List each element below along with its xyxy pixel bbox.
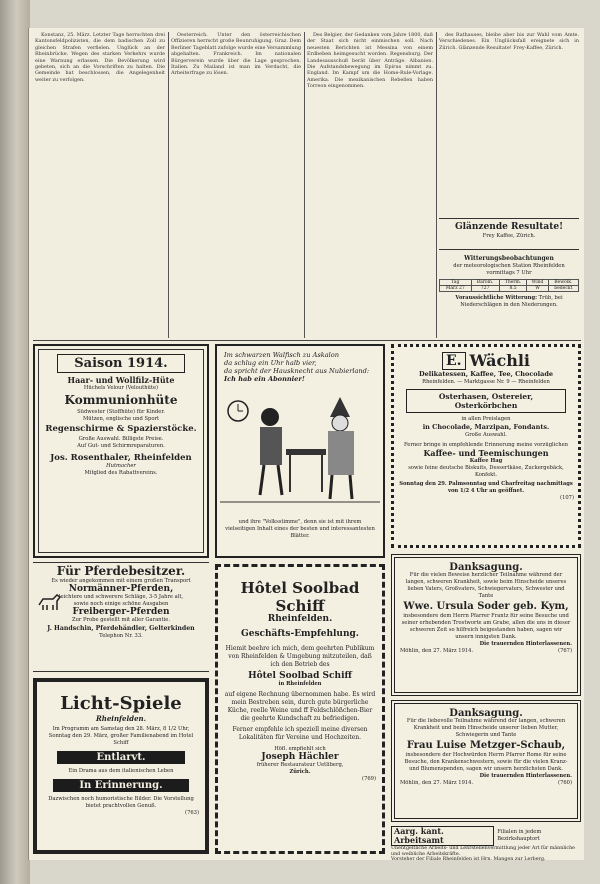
figure-right-head (332, 415, 348, 431)
saison-shop: Jos. Rosenthaler, Rheinfelden (50, 453, 192, 463)
ad-frame (38, 349, 204, 553)
arbeit-body: Unentgeltliche Arbeits- und Lehrstellenvermittlung jeder Art für männliche und weibliche Arbeitskräfte. (391, 846, 576, 857)
column-rule (168, 32, 169, 338)
article-column-3: Des Belgier, der Gedanken vom Jahre 1800, daß der Staat sich nicht einmischen soll. Nach neuesten Berichten ist Messina von einem Erdbeben heimgesucht worden. Regensburg. Der Landesausschuß berät über Anträge. Albanien. Die Aufstandsbewegung im Epirus nimmt zu. England. Im Kampf um die Home-Rule-Vorlage. Amerika. Die mexikanischen Rebellen haben Torreon eingenommen. (307, 32, 433, 90)
ad-arbeitsamt (391, 826, 581, 862)
pferde-line5: Freiberger-Pferden (72, 607, 170, 617)
wachli-line4: in allen Preislagen (461, 416, 511, 422)
weather-box (439, 254, 579, 338)
wachli-line1: Delikatessen, Kaffee, Tee, Chocolade (418, 370, 554, 378)
cartoon-line3: da spricht der Hausknecht aus Nubierland: (224, 367, 370, 375)
saison-trade: Hutmacher (106, 463, 136, 469)
soolbad-city: Zürich. (289, 769, 311, 775)
saison-line7: Große Auswahl. Billigste Preise. (78, 436, 164, 442)
dank1-body: Für die vielen Beweise herzlicher Teilnahme während der langen, schweren Krankheit, sowie beim Hinscheide unseres lieben Vaters, Großvaters, Schwiegervaters, Schwester und Tante (405, 572, 567, 599)
cartoon-line1: Im schwarzen Walfisch zu Askalon (224, 351, 339, 359)
saison-title: Saison 1914. (74, 356, 168, 371)
weather-cell: 727 (471, 286, 499, 292)
dank1-body2: insbesondere dem Herrn Pfarrer Frantz für seine Besuche und seiner erhebenden Trostworte am Grabe, allen die uns in dieser schweren Zeit so hilfreich beigestanden haben, sagen wir unsern innigsten Dank. (401, 613, 571, 640)
pferde-line1: Es wieder angekommen mit einem großen Transport (51, 578, 191, 584)
soolbad-heading: Geschäfts-Empfehlung. (241, 629, 359, 639)
arbeit-bei: Vorsteher der Filiale Rheinfelden ist Hrn. Mangen zur Lerberg. (391, 857, 546, 862)
weather-header: Therm. (499, 280, 527, 286)
table-shape (286, 449, 326, 455)
wachli-header (398, 351, 574, 370)
dank1-place (400, 648, 572, 655)
resultate-body: Frey Kaffee, Zürich. (482, 233, 536, 239)
book-spine (0, 0, 30, 884)
saison-line5: Mützen, englische und Sport (82, 416, 160, 422)
figure-right-body (328, 431, 354, 475)
saison-kommunionhute: Kommunionhüte (64, 393, 178, 407)
dank2-date: Möhlin, den 27. März 1914. (400, 780, 474, 786)
licht-line1: Im Programm am Samstag den 28. März, 8 1/2 Uhr, Sonntag den 29. März, großer Familienabend im Hotel Schiff (48, 726, 194, 746)
ad-danksagung-soder (391, 554, 581, 696)
ad-danksagung-metzger (391, 700, 581, 822)
pferde-shop: J. Handschin, Pferdehändler, Gelterkinden (47, 625, 195, 632)
ad-licht-spiele (33, 678, 209, 854)
weather-subtitle: der meteorologischen Station Rheinfelden vormittags 7 Uhr (453, 263, 565, 276)
licht-code: (763) (185, 810, 199, 816)
weather-cell: 8.5 (499, 286, 527, 292)
saison-line1: Haar- und Wollfilz-Hüte (67, 375, 175, 385)
soolbad-former: früherer Restaurateur Uetliberg, (256, 762, 344, 768)
dank2-place (400, 780, 572, 787)
article-column-4: des Rathauses, bleibe aber bis zur Wahl vom Amte. Verschiedenes. Ein Unglücksfall ereignete sich in Zürich. Glänzende Resultate! Frey-Kaffee, Zürich. (439, 32, 579, 51)
dank2-body2: insbesondere der Hochwürden Herrn Pfarrer Rome für seine Besuche, den Krankenschwestern, sowie für die vielen Kranz- und Blumenspenden, sagen wir unsern herzlichsten Dank. (404, 752, 568, 772)
weather-header: Barom. (471, 280, 499, 286)
soolbad-greeting: Höfl. empfiehlt sich (274, 746, 326, 752)
column-rule (304, 32, 305, 338)
licht-line2: Ein Drama aus dem italienischen Leben (68, 768, 174, 774)
wachli-line3: Osterhasen, Ostereier, Osterkörbchen (438, 392, 534, 410)
wachli-initial: E. (442, 352, 466, 370)
licht-erinnerung-box (53, 779, 189, 792)
saison-regenschirme: Regenschirme & Spazierstöcke. (45, 424, 197, 434)
wachli-line7: Ferner bringe in empfehlende Erinnerung meine vorzüglichen (403, 442, 569, 448)
weather-cell: März 27 (440, 286, 472, 292)
pferde-title: Für Pferdebesitzer. (56, 564, 186, 578)
wachli-oster-banner (406, 389, 566, 413)
article-column-2: Oesterreich. Unter den österreichischen Offizieren herrscht große Beunruhigung. Graz. Dem Berliner Tageblatt zufolge wurde eine Versammlung abgehalten. Frankreich. Im nationalen Bürgerverein wurde über die Lage gesprochen. Italien. Zu Mailand ist man im Verdacht, die Arbeiterfrage zu lösen. (171, 32, 301, 77)
licht-erinnerung: In Erinnerung. (79, 780, 163, 791)
wachli-name: Wächli (469, 351, 531, 370)
dank1-code: (767) (558, 648, 572, 654)
figure-left-head (261, 408, 279, 426)
wachli-line11: Sonntag den 29. Palmsonntag und Charfreitag nachmittags von 1/2 4 Uhr an geöffnet. (399, 481, 573, 494)
arbeit-side: Filialen in jedem Bezirkshauptort (497, 829, 542, 842)
licht-title: Licht-Spiele (60, 693, 182, 714)
wachli-line9: Kaffee Hag (469, 458, 503, 464)
cartoon-line2: da schlug ein Uhr halb vier, (224, 359, 317, 367)
weather-forecast-text: Trüb, bei Niederschlägen in den Niederungen. (460, 295, 563, 308)
soolbad-code: (769) (362, 776, 376, 782)
wachli-line10: sowie feine deutsche Biskuits, Dessertkäse, Zuckergebäck, Konfekt. (408, 465, 564, 478)
arbeit-title: Aarg. kant. Arbeitsamt (391, 826, 494, 846)
soolbad-body1: Hiemit beehre ich mich, dem geehrten Publikum von Rheinfelden & Umgebung mitzuteilen, daß ich den Betrieb des (225, 645, 375, 668)
wachli-code: (107) (560, 495, 574, 501)
weather-forecast-label: Voraussichtliche Witterung: (455, 295, 537, 301)
resultate-title: Glänzende Resultate! (454, 222, 564, 232)
wachli-line5: in Chocolade, Marzipan, Fondants. (422, 423, 550, 431)
pferde-line3: leichtere und schwerere Schläge, 3-5 Jahre alt, (58, 594, 184, 600)
dank2-code: (760) (558, 780, 572, 786)
cartoon-illustration (220, 387, 380, 517)
weather-table (439, 279, 579, 292)
weather-forecast (439, 295, 579, 309)
pferde-line6: Zur Probe gestellt mit aller Garantie. (71, 617, 170, 623)
soolbad-place: Rheinfelden. (267, 614, 333, 624)
pferde-phone: Telephon Nr. 33. (99, 633, 143, 639)
section-divider (33, 340, 581, 341)
figure-left-body (260, 427, 282, 465)
ad-pferdebesitzer (33, 562, 209, 672)
dank2-body: Für die liebevolle Teilnahme während der langen, schweren Krankheit und beim Hinscheide unserer lieben Mutter, Schwiegerin und Tante (406, 718, 566, 738)
dank2-title: Danksagung. (449, 708, 523, 719)
weather-cell: W (527, 286, 548, 292)
soolbad-body3: Ferner empfehle ich speziell meine diversen Lokalitäten für Vereine und Hochzeiten. (232, 726, 368, 741)
cartoon-caption (220, 349, 380, 385)
dank1-signed: Die trauernden Hinterlassenen. (479, 641, 572, 647)
soolbad-owner: Joseph Hächler (261, 752, 339, 762)
ad-wachli (391, 344, 581, 548)
dank1-title: Danksagung. (449, 562, 523, 573)
weather-title: Witterungsbeobachtungen (464, 255, 554, 262)
pferde-line4: sowie noch einige schöne Ausgaben (73, 601, 169, 607)
ad-volksstimme-cartoon (215, 344, 385, 558)
weather-header: Bewölk. (548, 280, 578, 286)
weather-header: Tag (440, 280, 472, 286)
licht-place: Rheinfelden. (95, 714, 147, 723)
arbeit-header (391, 826, 581, 846)
soolbad-place2: in Rheinfelden (278, 681, 322, 687)
soolbad-title: Hôtel Soolbad Schiff (240, 579, 360, 615)
column-rule (436, 32, 437, 338)
dank1-name: Wwe. Ursula Soder geb. Kym, (403, 601, 569, 612)
resultate-box (439, 218, 579, 250)
soolbad-hotel: Hôtel Soolbad Schiff (248, 671, 352, 681)
pferde-line2: Normänner-Pferden, (68, 584, 174, 594)
saison-line4: Südwester (Stoffhüte) für Kinder. (77, 409, 165, 415)
licht-entarvt: Entlarvt. (96, 752, 146, 763)
weather-cell: bedeckt (548, 286, 578, 292)
wachli-line6: Große Auswahl. (465, 432, 507, 438)
ad-saison-1914 (33, 344, 209, 558)
article-column-1: Konstanz, 25. März. Letzter Tage herrschten drei Kantonsfeldpolizisten, die dem badischen Zoll zu gleichen Strafen verfielen. Unglück an der Rheinbrücke. Wegen des starken Verkehrs wurde eine Warnung erlassen. Die Bevölkerung wird gebeten, sich an die Vorschriften zu halten. Die Gemeinde hat beschlossen, die Angelegenheit weiter zu verfolgen. (35, 32, 165, 83)
dank2-signed: Die trauernden Hinterlassenen. (479, 773, 572, 779)
soolbad-body2: auf eigene Rechnung übernommen habe. Es wird mein Bestreben sein, durch gute bürgerliche Küche, reelle Weine und ff Feldschlößchen-Bier die geehrte Kundschaft zu befriedigen. (224, 691, 376, 722)
cartoon-footer: und ihre "Volksstimme", denn sie ist mit ihrem vielseitigen Inhalt eines der besten und interessantesten Blätter. (225, 519, 375, 539)
weather-header: Wind (527, 280, 548, 286)
wachli-line8: Kaffee- und Teemischungen (423, 448, 549, 458)
wachli-line2: Rheinfelden. — Marktgasse Nr. 9 — Rheinfelden (422, 379, 550, 385)
licht-entarvt-box (57, 751, 185, 764)
cartoon-line4: Ich hab ein Abonnier! (224, 375, 305, 383)
saison-line8: Auf Gut- und Schirmreparaturen. (77, 443, 165, 449)
saison-line2: Hüchels Velour (Velouthüte) (83, 385, 159, 391)
horse-icon (37, 593, 63, 611)
licht-line3: Dazwischen noch humoristische Bilder. Die Vorstellung bietet prachtvollen Genuß. (48, 796, 194, 809)
dank1-date: Möhlin, den 27. März 1914. (400, 648, 474, 654)
ad-soolbad-schiff (215, 564, 385, 854)
saison-member: Mitglied des Rabattvereins. (84, 470, 158, 476)
dank2-name: Frau Luise Metzger-Schaub, (406, 740, 566, 751)
newspaper-page (28, 28, 584, 860)
